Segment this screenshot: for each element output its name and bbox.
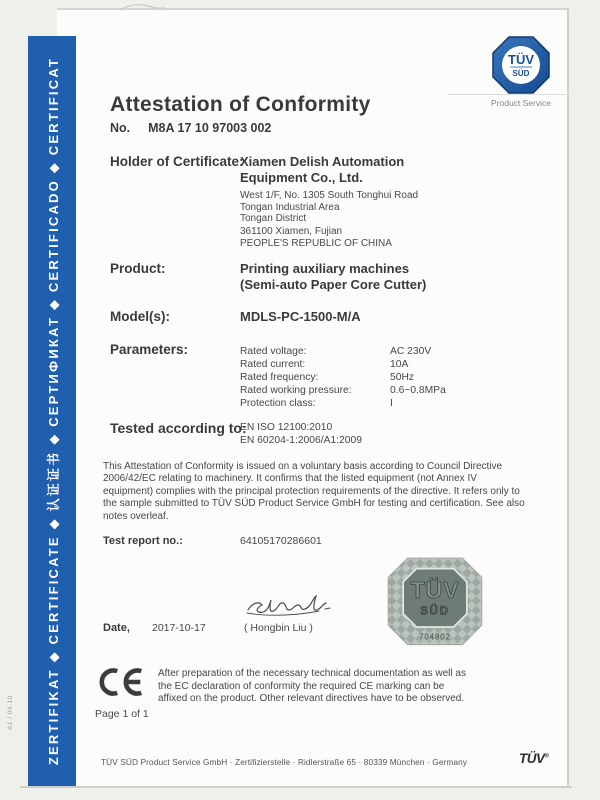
holder-address-country (240, 226, 392, 249)
param-name: Rated current: (240, 359, 306, 370)
product-line2: (Semi-auto Paper Core Cutter) (240, 277, 427, 292)
address-line: Tongan District (240, 213, 307, 225)
date-value: 2017-10-17 (152, 622, 206, 634)
stamp-sud-text: SÜD (420, 605, 450, 618)
parameters-table (240, 345, 510, 410)
address-line: 361100 Xiamen, Fujian (240, 226, 343, 237)
param-value: 0.6~0.8MPa (390, 385, 446, 396)
scan-pen-mark (118, 1, 166, 13)
ce-note-text: After preparation of the necessary technical documentation as well as the EC declaration of conformity the required CE marking can be affixed on the product. Other relevant directives have to be observed. (158, 668, 466, 704)
tuv-sud-logo-icon (492, 36, 550, 94)
test-report-label: Test report no.: (103, 535, 183, 547)
holder-name-line1: Xiamen Delish Automation (240, 154, 405, 169)
stamp-number: 704802 (419, 632, 451, 642)
address-line: West 1/F, No. 1305 South Tonghui Road (240, 190, 419, 201)
holder-address (240, 190, 418, 225)
parameter-row (240, 384, 510, 397)
parameters-label: Parameters: (110, 342, 189, 357)
product-name (240, 261, 426, 293)
form-code-note: A1 / 04.10 (7, 695, 14, 730)
logo-caption-divider (448, 94, 570, 95)
signature-handwriting (245, 591, 333, 619)
param-name: Protection class: (240, 398, 316, 409)
models-value: MDLS-PC-1500-M/A (240, 309, 361, 324)
certificate-number-row (110, 121, 271, 135)
footer-address: TÜV SÜD Product Service GmbH · Zertifizierstelle · Ridlerstraße 65 · 80339 München · Germany (101, 757, 468, 767)
parameter-row (240, 345, 510, 358)
footer-tuv-wordmark (519, 751, 548, 766)
certification-stamp-icon (381, 554, 489, 654)
parameter-row (240, 371, 510, 384)
holder-name (240, 154, 404, 186)
standard-item: EN ISO 12100:2010 (240, 422, 333, 433)
product-line1: Printing auxiliary machines (240, 261, 410, 276)
page-title: Attestation of Conformity (110, 93, 371, 116)
footer-tuv-text: TÜV (519, 751, 545, 766)
param-name: Rated voltage: (240, 346, 307, 357)
logo-sud-text: SÜD (512, 69, 530, 78)
certificate-number: M8A 17 10 97003 002 (148, 121, 272, 135)
holder-label: Holder of Certificate: (110, 154, 244, 169)
models-label: Model(s): (110, 309, 170, 324)
param-name: Rated working pressure: (240, 385, 352, 396)
param-value: AC 230V (390, 346, 432, 357)
page-number: Page 1 of 1 (95, 708, 149, 720)
param-value: 10A (390, 359, 409, 370)
product-label: Product: (110, 261, 166, 276)
certificate-number-label: No. (110, 121, 131, 135)
parameter-row (240, 358, 510, 371)
logo-tuv-text: TÜV (508, 52, 534, 67)
date-label: Date, (103, 622, 130, 634)
page-bottom-edge (20, 786, 572, 788)
statement-paragraph: This Attestation of Conformity is issued on a voluntary basis according to Council Directive 2006/42/EC relating to machinery. It confirms that the listed equipment (not Annex IV equipment) complies with the principal protection requirements of the directive. It refers only to the sample submitted to TÜV SÜD Product Service GmbH for testing and certification. See also notes overleaf. (103, 461, 525, 522)
address-line: PEOPLE'S REPUBLIC OF CHINA (240, 237, 392, 249)
standard-item: EN 60204-1:2006/A1:2009 (240, 434, 362, 446)
holder-name-line2: Equipment Co., Ltd. (240, 170, 363, 185)
test-report-value: 64105170286601 (240, 535, 322, 547)
parameter-row (240, 397, 510, 410)
certificate-side-band (28, 36, 76, 786)
tested-label: Tested according to: (110, 420, 247, 436)
registered-mark: ® (544, 753, 549, 760)
side-band-text: ZERTIFIKAT ◆ CERTIFICATE ◆ 认证证书 ◆ СЕРТИФИКАТ ◆ CERTIFICADO ◆ CERTIFICAT (45, 56, 61, 766)
signer-name: ( Hongbin Liu ) (244, 622, 313, 634)
address-line: Tongan Industrial Area (240, 201, 340, 213)
param-value: 50Hz (390, 372, 415, 383)
param-value: I (390, 398, 393, 409)
param-name: Rated frequency: (240, 372, 319, 383)
standards-list (240, 422, 362, 447)
stamp-tuv-text: TÜV (410, 576, 460, 603)
ce-mark-icon (98, 665, 148, 699)
product-service-label: Product Service (491, 98, 551, 108)
